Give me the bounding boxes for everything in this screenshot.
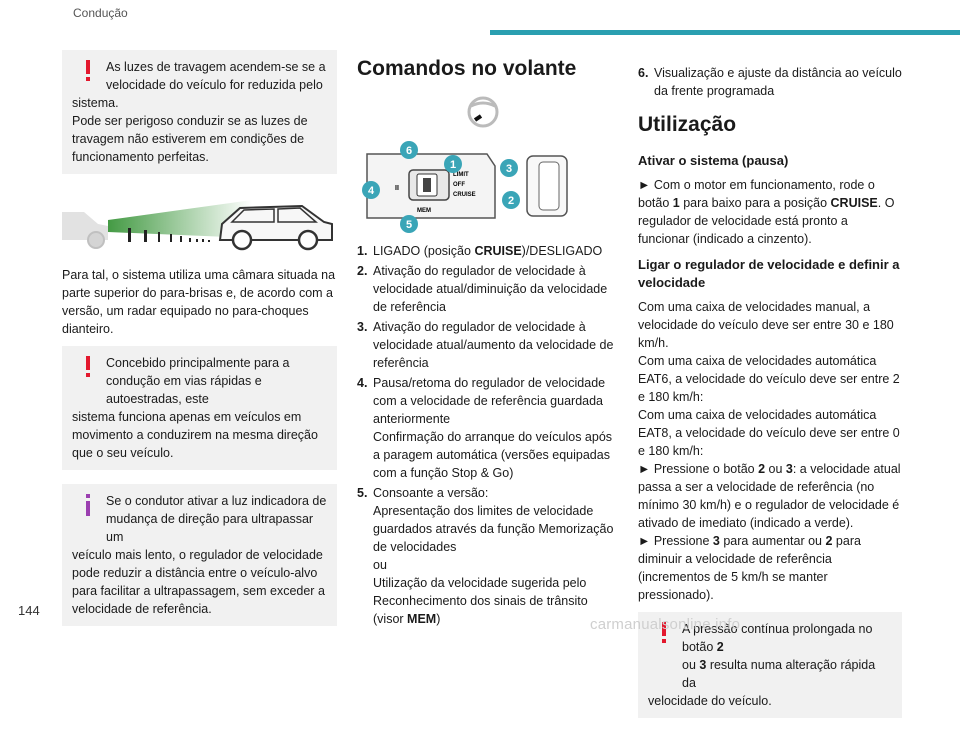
- stalk-housing: [367, 154, 495, 218]
- stalk-label-limit: LIMIT: [453, 172, 469, 178]
- column-left: [62, 50, 337, 640]
- warning-exclamation-icon: [80, 356, 96, 378]
- section-title-usage: Utilização: [638, 113, 737, 136]
- rocker-switch: [527, 156, 567, 216]
- warning-note-brake-lights: [62, 50, 337, 174]
- cruise-control-stalk-illustration: [357, 136, 615, 234]
- callout-4: [362, 181, 380, 199]
- stalk-label-pause: II: [395, 185, 399, 192]
- list-item: 6. Visualização e ajuste da distância ao veículo da frente programada: [638, 66, 902, 98]
- warning-note-usage: [62, 346, 337, 470]
- note-lead: Concebido principalmente para a condução em vias rápidas e autoestradas, este: [106, 356, 290, 406]
- controls-list-continued: [638, 64, 902, 100]
- steering-wheel-icon: [357, 96, 615, 132]
- paragraph-eat6: Com uma caixa de velocidades automática EAT6, a velocidade do veículo deve ser entre 2 e 180 km/h:: [638, 354, 900, 404]
- note-lead: Se o condutor ativar a luz indicadora de mudança de direção para ultrapassar um: [106, 494, 327, 544]
- note-tail: veículo mais lento, o regulador de velocidade pode reduzir a distância entre o veículo-alvo para facilitar a ultrapassagem, sem exceder a velocidade de referência.: [72, 548, 325, 616]
- target-car-icon: [220, 206, 332, 249]
- svg-text:6: 6: [405, 145, 413, 157]
- header-accent-bar: [490, 30, 960, 35]
- subheading-set-speed: Ligar o regulador de velocidade e definir a velocidade: [638, 257, 900, 290]
- section-title-steering-controls: Comandos no volante: [357, 57, 577, 80]
- callout-6: [400, 141, 418, 159]
- list-item: 4. Pausa/retoma do regulador de velocidade com a velocidade de referência guardada anteriormente Confirmação do arranque do veículos após a paragem automática (versões equipadas com a função Stop & Go): [357, 376, 613, 480]
- info-icon: [80, 494, 96, 516]
- stalk-label-cruise: CRUISE: [453, 192, 476, 198]
- paragraph-press-2-3: ► Pressione o botão 2 ou 3: a velocidade atual passa a ser a velocidade de referência (no mínimo 30 km/h) e o regulador de velocidade é ativado de imediato (indicado a verde).: [638, 462, 901, 530]
- warning-exclamation-icon: [80, 60, 96, 82]
- list-item: 2. Ativação do regulador de velocidade à velocidade atual/diminuição da velocidade de referência: [357, 264, 608, 314]
- svg-text:2: 2: [507, 195, 515, 207]
- note-tail: velocidade do veículo.: [648, 694, 772, 708]
- page-number: 144: [18, 603, 40, 618]
- paragraph-activate: ► Com o motor em funcionamento, rode o botão 1 para baixo para a posição CRUISE. O regulador de velocidade está pronto a funcionar (indicado a cinzento).: [638, 178, 895, 246]
- note-tail: sistema.: [72, 96, 119, 110]
- note-lead: As luzes de travagem acendem-se se a velocidade do veículo for reduzida pelo: [106, 60, 326, 92]
- paragraph-camera: Para tal, o sistema utiliza uma câmara situada na parte superior do para-brisas e, de acordo com a versão, um radar equipado no para-choques dianteiro.: [62, 268, 336, 336]
- list-item: 3. Ativação do regulador de velocidade à velocidade atual/aumento da velocidade de referência: [357, 320, 614, 370]
- distance-illustration: [62, 194, 337, 254]
- watermark: carmanualsonline.info: [590, 616, 741, 633]
- info-note-overtaking: [62, 484, 337, 626]
- stalk-label-off: OFF: [453, 182, 465, 188]
- header-title: Condução: [73, 6, 128, 20]
- svg-text:4: 4: [367, 185, 375, 197]
- svg-text:5: 5: [405, 219, 413, 231]
- paragraph-eat8: Com uma caixa de velocidades automática EAT8, a velocidade do veículo deve ser entre 0 e 180 km/h:: [638, 408, 900, 458]
- subheading-activate: Ativar o sistema (pausa): [638, 153, 789, 168]
- svg-text:1: 1: [449, 159, 457, 171]
- stalk-label-mem: MEM: [417, 208, 431, 214]
- callout-5: [400, 215, 418, 233]
- svg-text:3: 3: [505, 163, 513, 175]
- note-lead: A pressão contínua prolongada no botão 2 ou 3 resulta numa alteração rápida da: [682, 622, 876, 690]
- list-item: 1. LIGADO (posição CRUISE)/DESLIGADO: [357, 244, 603, 258]
- paragraph-increment: ► Pressione 3 para aumentar ou 2 para diminuir a velocidade de referência (incrementos de 5 km/h se manter pressionado).: [638, 534, 861, 602]
- callout-3: [500, 159, 518, 177]
- column-middle: [357, 50, 615, 630]
- callout-1: [444, 155, 462, 173]
- list-item: 5. Consoante a versão: Apresentação dos limites de velocidade guardados através da função Memorização de velocidades ou Utilização da velocidade sugerida pelo Reconhecimento dos sinais de trânsito (visor MEM): [357, 486, 614, 626]
- controls-list: [357, 242, 615, 628]
- note-tail: sistema funciona apenas em veículos em movimento a conduzirem na mesma direção que o seu veículo.: [72, 410, 318, 460]
- car-behind-icon: [62, 212, 108, 248]
- paragraph-manual: Com uma caixa de velocidades manual, a velocidade do veículo deve ser entre 30 e 180 km/h.: [638, 300, 894, 350]
- callout-2: [502, 191, 520, 209]
- note-extra: Pode ser perigoso conduzir se as luzes de travagem não estiverem em condições de funcionamento perfeitas.: [72, 114, 308, 164]
